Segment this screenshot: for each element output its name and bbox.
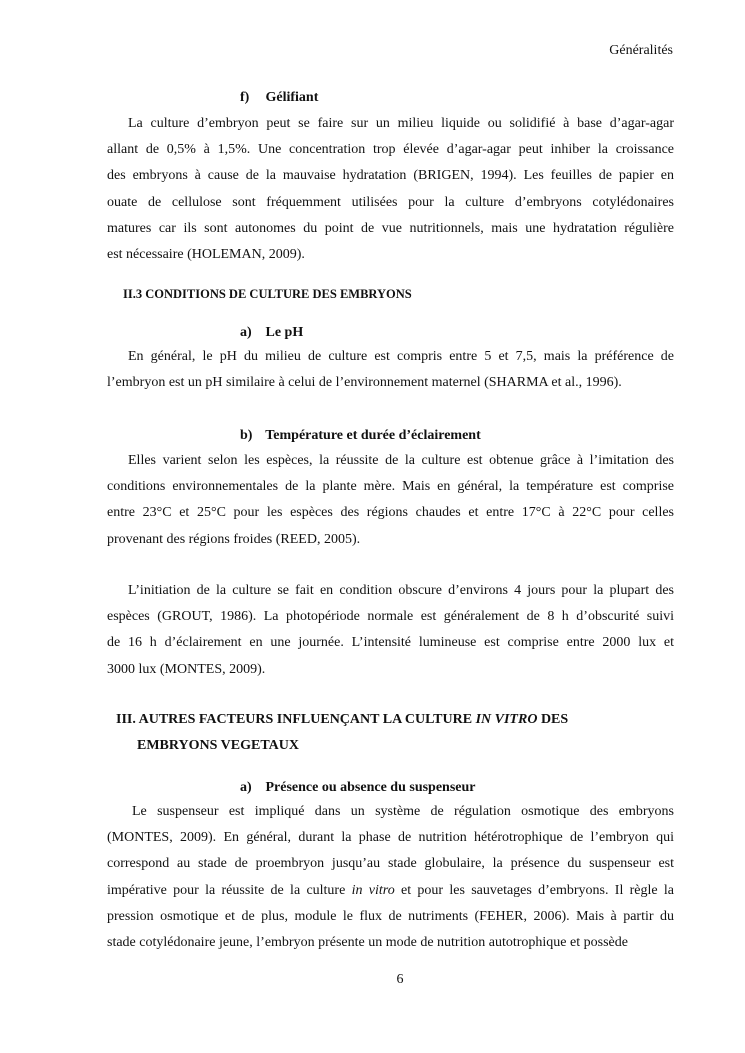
text-line: correspond au stade de proembryon jusqu’au stade globulaire, la présence du suspenseur est: [107, 856, 674, 872]
text-line: de 16 h d’éclairement en une journée. L’intensité lumineuse est comprise entre 2000 lux et: [107, 635, 674, 651]
text-segment: et pour les sauvetages d’embryons. Il règle la: [394, 882, 674, 898]
subheading-label: a): [240, 325, 252, 340]
italic-text: in vitro: [351, 882, 395, 898]
text-segment: impérative pour la réussite de la culture: [107, 882, 352, 898]
text-line: Le suspenseur est impliqué dans un système de régulation osmotique des embryons: [132, 804, 674, 819]
heading-italic: IN VITRO: [475, 712, 538, 727]
text-line: [107, 881, 674, 901]
section-heading-iii: [116, 710, 568, 730]
text-line: est nécessaire (HOLEMAN, 2009).: [107, 247, 305, 262]
running-header: Généralités: [609, 43, 673, 58]
text-line: Elles varient selon les espèces, la réussite de la culture est obtenue grâce à l’imitation des: [128, 453, 674, 468]
subheading-label: a): [240, 780, 252, 795]
text-line: espèces (GROUT, 1986). La photopériode normale est généralement de 8 h d’obscurité suivi: [107, 609, 674, 625]
text-line: stade cotylédonaire jeune, l’embryon présente un mode de nutrition autotrophique et possède: [107, 935, 628, 950]
text-line: l’embryon est un pH similaire à celui de l’environnement maternel (SHARMA et al., 1996).: [107, 375, 622, 391]
text-line: ouate de cellulose sont fréquemment utilisées pour la culture d’embryons cotylédonaires: [107, 194, 674, 210]
heading-number: III.: [116, 712, 136, 727]
subheading-suspenseur: [240, 778, 476, 798]
page-number: 6: [396, 972, 404, 987]
subheading-label: b): [240, 428, 253, 443]
subheading-title: Le pH: [265, 325, 304, 340]
subheading-label: f): [240, 90, 250, 105]
section-heading-ii3: II.3 CONDITIONS DE CULTURE DES EMBRYONS: [123, 287, 412, 301]
text-line: 3000 lux (MONTES, 2009).: [107, 661, 266, 677]
text-line: L’initiation de la culture se fait en condition obscure d’environs 4 jours pour la plupart des: [128, 583, 674, 598]
subheading-temperature: [240, 426, 481, 446]
text-line: (MONTES, 2009). En général, durant la phase de nutrition hétérotrophique de l’embryon qui: [107, 830, 674, 846]
subheading-title: Gélifiant: [265, 90, 319, 105]
heading-text: AUTRES FACTEURS INFLUENÇANT LA CULTURE: [138, 712, 476, 727]
heading-text: DES: [537, 712, 569, 727]
subheading-ph: [240, 323, 303, 343]
subheading-gelifiant: [240, 88, 318, 108]
text-line: En général, le pH du milieu de culture est compris entre 5 et 7,5, mais la préférence de: [128, 349, 674, 364]
text-line: La culture d’embryon peut se faire sur un milieu liquide ou solidifié à base d’agar-agar: [128, 116, 674, 131]
subheading-title: Présence ou absence du suspenseur: [265, 780, 476, 795]
text-line: provenant des régions froides (REED, 2005).: [107, 531, 361, 547]
text-line: entre 23°C et 25°C pour les espèces des régions chaudes et entre 17°C à 22°C pour celles: [107, 505, 674, 521]
text-line: allant de 0,5% à 1,5%. Une concentration trop élevée d’agar-agar peut inhiber la croissance: [107, 142, 674, 158]
text-line: matures car ils sont autonomes du point de vue nutritionnels, mais une hydratation régulière: [107, 220, 674, 236]
section-heading-iii-line2: EMBRYONS VEGETAUX: [137, 738, 299, 753]
text-line: des embryons à cause de la mauvaise hydratation (BRIGEN, 1994). Les feuilles de papier en: [107, 168, 674, 184]
text-line: pression osmotique et de plus, module le flux de nutriments (FEHER, 2006). Mais à partir du: [107, 908, 674, 924]
subheading-title: Température et durée d’éclairement: [265, 428, 481, 443]
text-line: conditions environnementales de la plante mère. Mais en général, la température est comprise: [107, 479, 674, 495]
